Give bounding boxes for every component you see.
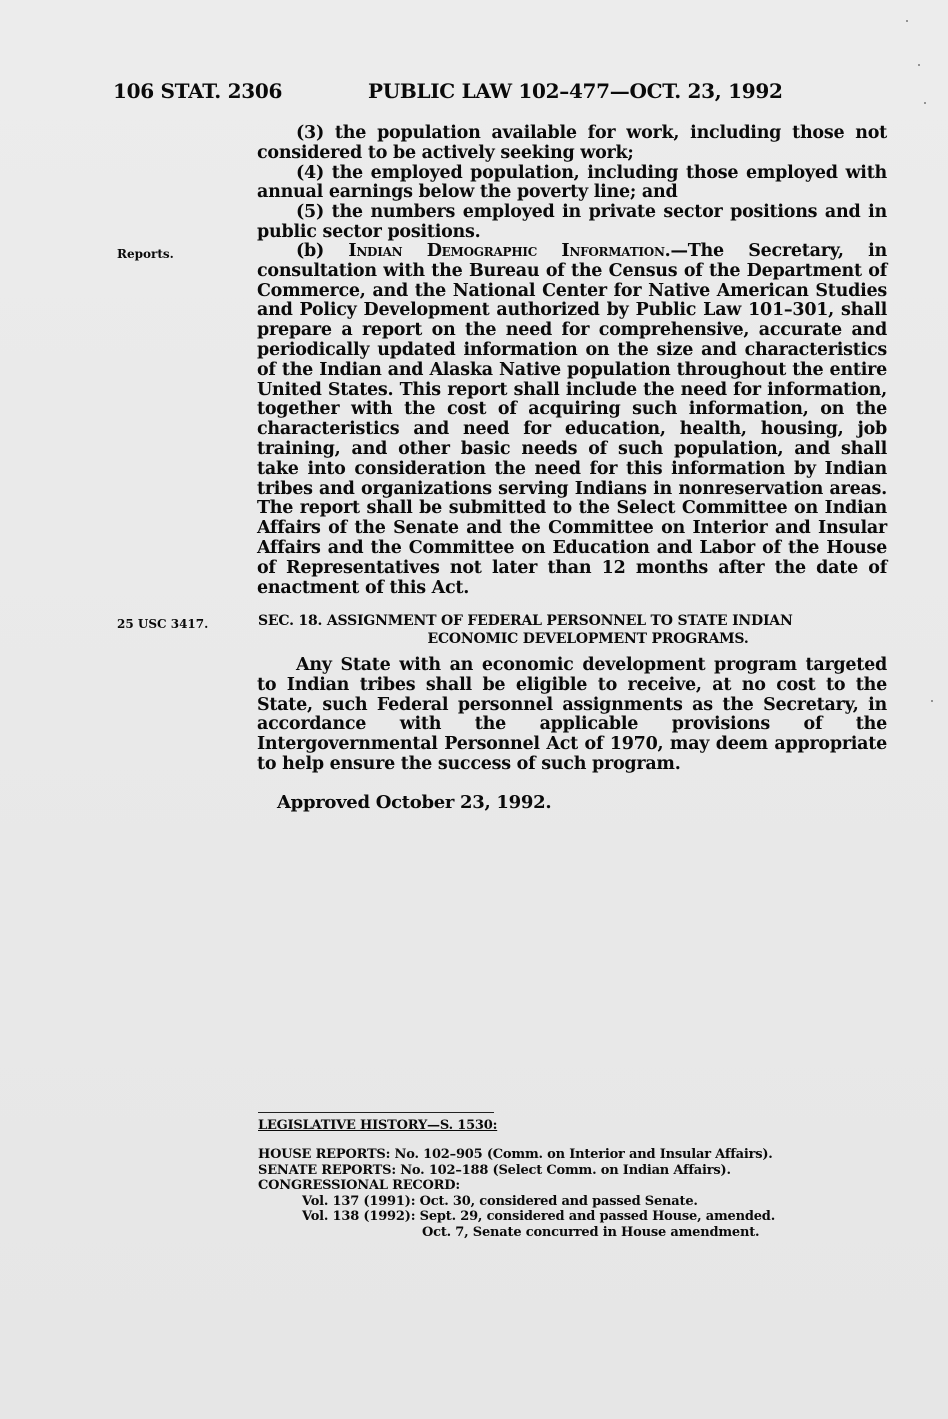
- population-list: [257, 124, 887, 243]
- divider: [258, 1112, 494, 1113]
- section-heading: [258, 612, 888, 648]
- page-reference: 106 STAT. 2306: [113, 79, 283, 103]
- margin-note-usc: 25 USC 3417.: [117, 617, 209, 631]
- legislative-history-title: LEGISLATIVE HISTORY—S. 1530:: [258, 1118, 498, 1133]
- section-heading-line1: SEC. 18. ASSIGNMENT OF FEDERAL PERSONNEL TO STATE INDIAN: [258, 613, 793, 629]
- legislative-history: [258, 1147, 775, 1240]
- record-vol-137: Vol. 137 (1991): Oct. 30, considered and passed Senate.: [302, 1193, 698, 1209]
- approval-date: Approved October 23, 1992.: [277, 792, 552, 813]
- subsection-heading: Indian Demographic Information.: [348, 241, 671, 261]
- subsection-text: —The Secretary, in consultation with the Bureau of the Census of the Department of Commerce, and the National Center for Native American Studies and Policy Development authorized by Public Law 101–301, shall prepare a report on the need for comprehensive, accurate and periodically updated information on the size and characteristics of the Indian and Alaska Native population throughout the entire United States. This report shall include the need for information, together with the cost of acquiring such information, on the characteristics and need for education, health, housing, job training, and other basic needs of such population, and shall take into consideration the need for this information by Indian tribes and organizations serving Indians in nonreservation areas. The report shall be submitted to the Select Committee on Indian Affairs of the Senate and the Committee on Interior and Insular Affairs and the Committee on Education and Labor of the House of Representatives not later than 12 months after the date of enactment of this Act.: [257, 241, 887, 598]
- record-vol-138: Vol. 138 (1992): Sept. 29, considered and passed House, amended.: [302, 1209, 776, 1224]
- section-18-body: [257, 656, 887, 775]
- house-reports: HOUSE REPORTS: No. 102–905 (Comm. on Interior and Insular Affairs).: [258, 1147, 773, 1162]
- scan-speck: [918, 64, 920, 66]
- congressional-record: CONGRESSIONAL RECORD:: [258, 1178, 460, 1193]
- subsection-label: (b): [296, 241, 325, 261]
- scan-speck: [924, 102, 926, 104]
- section-18-paragraph: Any State with an economic development program targeted to Indian tribes shall be eligible to receive, at no cost to the State, such Federal personnel assignments as the Secretary, in accordance with the applicable provisions of the Intergovernmental Personnel Act of 1970, may deem appropriate to help ensure the success of such program.: [257, 655, 887, 774]
- senate-reports: SENATE REPORTS: No. 102–188 (Select Comm. on Indian Affairs).: [258, 1162, 731, 1178]
- list-item: (3) the population available for work, including those not considered to be actively seeking work;: [257, 123, 887, 163]
- margin-note-reports: Reports.: [117, 247, 174, 261]
- scan-speck: [931, 700, 933, 702]
- section-heading-line2: ECONOMIC DEVELOPMENT PROGRAMS.: [427, 631, 749, 647]
- list-item: (4) the employed population, including those employed with annual earnings below the poverty line; and: [257, 162, 887, 203]
- page-title: PUBLIC LAW 102–477—OCT. 23, 1992: [368, 79, 783, 103]
- record-vol-138-continued: Oct. 7, Senate concurred in House amendment.: [422, 1224, 760, 1240]
- scan-speck: [906, 20, 908, 22]
- subsection-b-paragraph: [257, 242, 887, 598]
- subsection-b: [257, 242, 887, 598]
- list-item: (5) the numbers employed in private sector positions and in public sector positions.: [257, 202, 887, 242]
